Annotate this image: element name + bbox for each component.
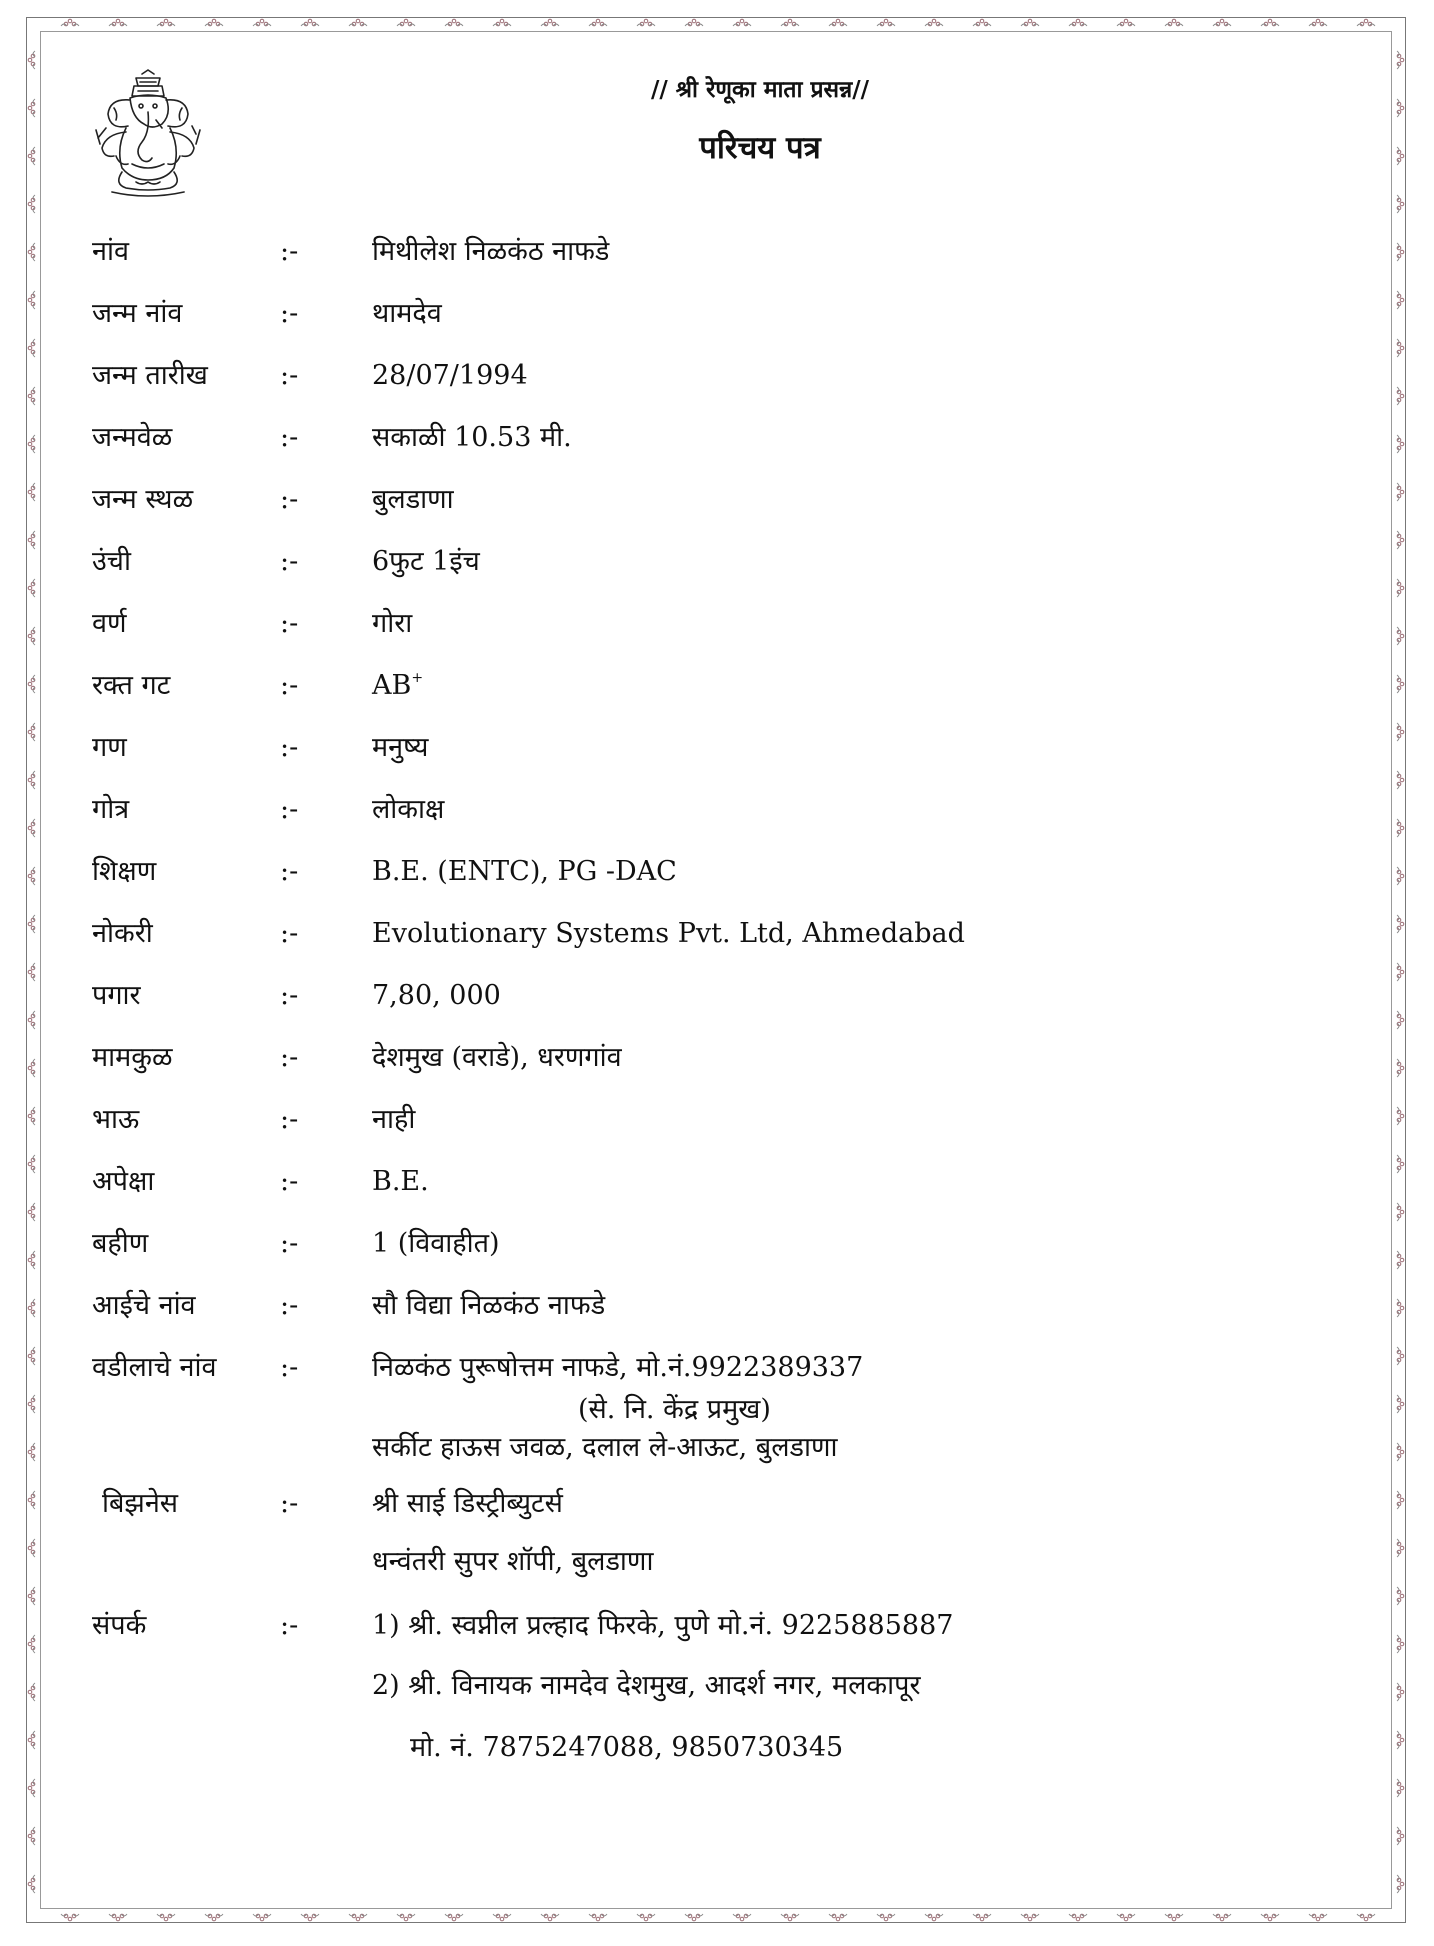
field-separator: :-	[280, 236, 299, 267]
field-separator: :-	[280, 1610, 299, 1641]
border-flower	[877, 19, 895, 26]
border-flower	[109, 1914, 127, 1921]
border-flower	[1397, 51, 1404, 69]
border-flower	[1021, 1914, 1039, 1921]
field-value: B.E. (ENTC), PG -DAC	[372, 856, 677, 887]
field-separator: :-	[280, 794, 299, 825]
border-flower	[925, 19, 943, 26]
border-flower	[1397, 339, 1404, 357]
field-separator: :-	[280, 1488, 299, 1519]
field-label: नोकरी	[92, 918, 153, 949]
field-separator: :-	[280, 298, 299, 329]
border-flower	[1309, 1914, 1327, 1921]
border-flower	[1397, 1827, 1404, 1845]
border-flower	[349, 19, 367, 26]
border-flower	[205, 1914, 223, 1921]
border-flower	[28, 771, 35, 789]
document-title: परिचय पत्र	[699, 130, 821, 166]
field-row-birth-time	[0, 418, 1434, 458]
contact-second-person: 2) श्री. विनायक नामदेव देशमुख, आदर्श नगर, मलकापूर	[372, 1670, 921, 1701]
border-flower	[1397, 1443, 1404, 1461]
field-separator: :-	[280, 1166, 299, 1197]
border-flower	[1397, 99, 1404, 117]
field-value: थामदेव	[372, 298, 442, 329]
border-flower	[445, 19, 463, 26]
field-value: 7,80, 000	[372, 980, 501, 1011]
field-label: पगार	[92, 980, 141, 1011]
border-flower	[493, 19, 511, 26]
field-row-mother-name	[0, 1286, 1434, 1326]
border-flower	[781, 19, 799, 26]
border-flower	[1397, 147, 1404, 165]
field-value	[372, 666, 423, 706]
border-flower	[445, 1914, 463, 1921]
border-flower	[733, 19, 751, 26]
border-flower	[1165, 19, 1183, 26]
border-flower	[61, 19, 79, 26]
field-label: संपर्क	[92, 1610, 147, 1641]
border-flower	[349, 1914, 367, 1921]
border-flower	[397, 19, 415, 26]
border-flower	[1261, 19, 1279, 26]
father-address: सर्कीट हाऊस जवळ, दलाल ले-आऊट, बुलडाणा	[372, 1432, 838, 1463]
field-separator: :-	[280, 546, 299, 577]
border-flower	[589, 1914, 607, 1921]
contact-second-phones: मो. नं. 7875247088, 9850730345	[410, 1732, 844, 1763]
border-flower	[1357, 19, 1375, 26]
border-flower	[1397, 1731, 1404, 1749]
field-label: शिक्षण	[92, 856, 157, 887]
field-value: मिथीलेश निळकंठ नाफडे	[372, 236, 610, 267]
field-value: मनुष्य	[372, 732, 429, 763]
border-flower	[157, 19, 175, 26]
field-label: नांव	[92, 236, 129, 267]
field-value: लोकाक्ष	[372, 794, 445, 825]
field-row-name	[0, 232, 1434, 272]
border-flower	[253, 1914, 271, 1921]
field-row-contact	[0, 1606, 1434, 1646]
field-separator: :-	[280, 732, 299, 763]
field-separator: :-	[280, 1104, 299, 1135]
field-value: सकाळी 10.53 मी.	[372, 422, 572, 453]
field-row-sister	[0, 1224, 1434, 1264]
field-separator: :-	[280, 1290, 299, 1321]
border-flower	[28, 1683, 35, 1701]
border-flower	[28, 195, 35, 213]
field-label: जन्मवेळ	[92, 422, 173, 453]
border-flower	[28, 1875, 35, 1893]
border-flower	[877, 1914, 895, 1921]
border-flower	[28, 1395, 35, 1413]
field-separator: :-	[280, 608, 299, 639]
field-label: गण	[92, 732, 127, 763]
field-label: बहीण	[92, 1228, 149, 1259]
border-flower	[973, 19, 991, 26]
field-separator: :-	[280, 918, 299, 949]
field-value: 1 (विवाहीत)	[372, 1228, 500, 1259]
field-row-education	[0, 852, 1434, 892]
field-row-father-name	[0, 1348, 1434, 1388]
border-flower	[637, 1914, 655, 1921]
border-flower	[733, 1914, 751, 1921]
border-flower	[253, 19, 271, 26]
field-label: अपेक्षा	[92, 1166, 155, 1197]
field-separator: :-	[280, 856, 299, 887]
field-label: जन्म स्थळ	[92, 484, 194, 515]
field-row-birth-name	[0, 294, 1434, 334]
field-value: नाही	[372, 1104, 416, 1135]
field-value: 28/07/1994	[372, 360, 528, 391]
field-separator: :-	[280, 1352, 299, 1383]
field-label: भाऊ	[92, 1104, 140, 1135]
border-flower	[685, 19, 703, 26]
border-flower	[925, 1914, 943, 1921]
field-row-salary	[0, 976, 1434, 1016]
field-value: बुलडाणा	[372, 484, 454, 515]
field-row-expectation	[0, 1162, 1434, 1202]
border-flower	[1397, 771, 1404, 789]
border-flower	[28, 1539, 35, 1557]
border-flower	[1309, 19, 1327, 26]
border-flower	[829, 19, 847, 26]
border-flower	[685, 1914, 703, 1921]
border-flower	[1213, 19, 1231, 26]
border-flower	[28, 1779, 35, 1797]
border-flower	[205, 19, 223, 26]
border-flower	[301, 19, 319, 26]
border-flower	[28, 1587, 35, 1605]
field-separator: :-	[280, 1042, 299, 1073]
border-flower	[1397, 1539, 1404, 1557]
border-flower	[28, 339, 35, 357]
border-flower	[28, 1827, 35, 1845]
field-separator: :-	[280, 484, 299, 515]
border-flower	[1165, 1914, 1183, 1921]
field-row-business	[0, 1484, 1434, 1524]
border-flower	[1069, 1914, 1087, 1921]
border-flower	[541, 19, 559, 26]
border-flower	[28, 99, 35, 117]
border-flower	[157, 1914, 175, 1921]
field-separator: :-	[280, 980, 299, 1011]
border-flower	[1397, 1683, 1404, 1701]
border-flower	[1397, 1779, 1404, 1797]
field-label: वडीलाचे नांव	[92, 1352, 217, 1383]
border-flower	[109, 19, 127, 26]
border-flower	[541, 1914, 559, 1921]
field-value: गोरा	[372, 608, 413, 639]
business-second-line: धन्वंतरी सुपर शॉपी, बुलडाणा	[372, 1546, 654, 1577]
border-flower	[28, 147, 35, 165]
border-flower	[1069, 19, 1087, 26]
field-separator: :-	[280, 360, 299, 391]
field-value: देशमुख (वराडे), धरणगांव	[372, 1042, 622, 1073]
border-flower	[781, 1914, 799, 1921]
border-flower	[61, 1914, 79, 1921]
field-label: जन्म तारीख	[92, 360, 208, 391]
border-flower	[1397, 1875, 1404, 1893]
border-flower	[397, 1914, 415, 1921]
field-row-birth-date	[0, 356, 1434, 396]
field-label: मामकुळ	[92, 1042, 173, 1073]
field-value: B.E.	[372, 1166, 429, 1197]
father-designation: (से. नि. केंद्र प्रमुख)	[578, 1394, 771, 1425]
blood-group-value: AB	[372, 670, 412, 701]
field-value: सौ विद्या निळकंठ नाफडे	[372, 1290, 606, 1321]
field-row-maternal-family	[0, 1038, 1434, 1078]
field-label: जन्म नांव	[92, 298, 183, 329]
border-flower	[1021, 19, 1039, 26]
ganesha-icon	[92, 68, 204, 200]
invocation-heading: // श्री रेणूका माता प्रसन्न//	[650, 76, 870, 103]
border-flower	[1117, 1914, 1135, 1921]
border-flower	[28, 1443, 35, 1461]
field-row-gotra	[0, 790, 1434, 830]
field-value: श्री साई डिस्ट्रीब्युटर्स	[372, 1488, 563, 1519]
field-row-job	[0, 914, 1434, 954]
border-flower	[28, 1203, 35, 1221]
field-row-complexion	[0, 604, 1434, 644]
border-flower	[1397, 195, 1404, 213]
border-flower	[1397, 1395, 1404, 1413]
field-label: आईचे नांव	[92, 1290, 196, 1321]
field-value: निळकंठ पुरूषोत्तम नाफडे, मो.नं.9922389337	[372, 1352, 864, 1383]
field-value: 1) श्री. स्वप्नील प्रल्हाद फिरके, पुणे मो.नं. 9225885887	[372, 1610, 954, 1641]
border-flower	[493, 1914, 511, 1921]
border-flower	[28, 1731, 35, 1749]
field-label: रक्त गट	[92, 670, 171, 701]
border-flower	[1261, 1914, 1279, 1921]
border-flower	[1117, 19, 1135, 26]
field-separator: :-	[280, 1228, 299, 1259]
field-value: Evolutionary Systems Pvt. Ltd, Ahmedabad	[372, 918, 965, 949]
border-flower	[1397, 1203, 1404, 1221]
border-flower	[301, 1914, 319, 1921]
border-flower	[589, 19, 607, 26]
field-label: बिझनेस	[102, 1488, 179, 1519]
field-separator: :-	[280, 422, 299, 453]
border-flower	[637, 19, 655, 26]
border-flower	[1213, 1914, 1231, 1921]
field-value: 6फुट 1इंच	[372, 546, 480, 577]
field-label: वर्ण	[92, 608, 127, 639]
border-flower	[1397, 1587, 1404, 1605]
field-label: उंची	[92, 546, 131, 577]
field-row-birth-place	[0, 480, 1434, 520]
field-row-gana	[0, 728, 1434, 768]
border-flower	[1357, 1914, 1375, 1921]
field-separator: :-	[280, 670, 299, 701]
border-flower	[829, 1914, 847, 1921]
blood-group-rh-sign: +	[411, 670, 424, 686]
border-flower	[973, 1914, 991, 1921]
field-row-brother	[0, 1100, 1434, 1140]
field-label: गोत्र	[92, 794, 130, 825]
border-flower	[28, 51, 35, 69]
field-row-height	[0, 542, 1434, 582]
field-row-blood-group	[0, 666, 1434, 706]
